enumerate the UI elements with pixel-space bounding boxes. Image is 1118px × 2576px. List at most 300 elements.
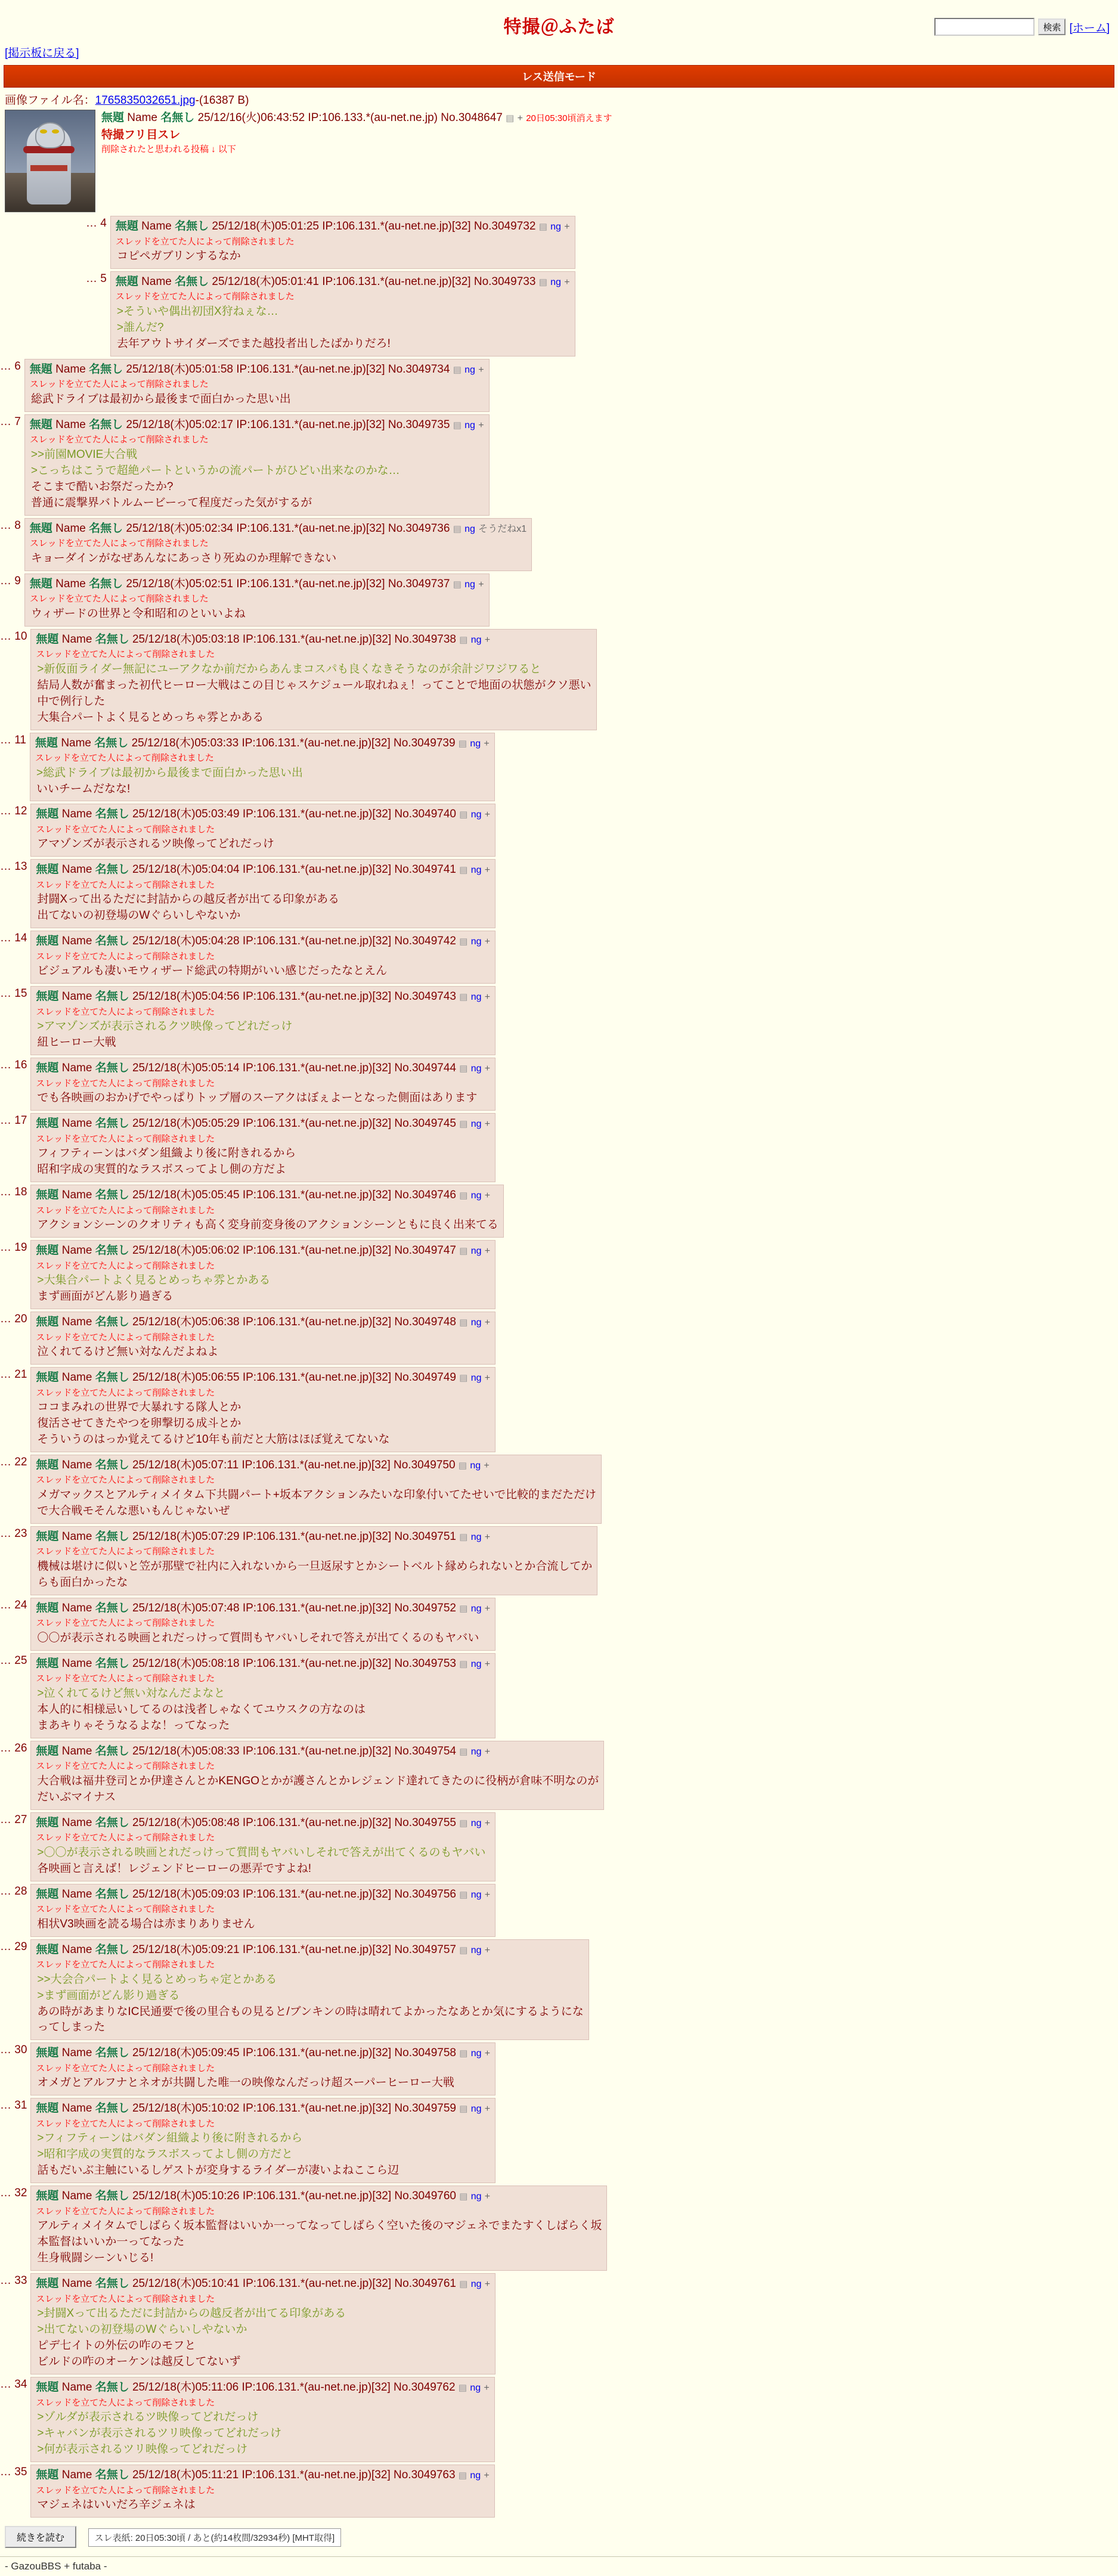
ng-button[interactable]: ng bbox=[470, 1659, 482, 1669]
post-meta-row bbox=[36, 861, 490, 879]
plus-icon[interactable]: + bbox=[484, 1818, 491, 1828]
post-marker: … 9 bbox=[0, 574, 21, 587]
post-ip: IP:106.131.*(au-net.ne.jp)[32] bbox=[242, 1887, 392, 1901]
plus-icon[interactable]: + bbox=[484, 634, 491, 645]
post-no[interactable]: No.3049737 bbox=[388, 577, 450, 590]
menu-icon[interactable]: ▤ bbox=[459, 634, 468, 645]
menu-icon[interactable]: ▤ bbox=[459, 1119, 468, 1130]
post-no[interactable]: No.3049757 bbox=[394, 1943, 456, 1956]
ng-button[interactable]: ng bbox=[464, 364, 475, 375]
post-ip: IP:106.131.*(au-net.ne.jp)[32] bbox=[242, 1530, 392, 1543]
menu-icon[interactable]: ▤ bbox=[458, 2470, 467, 2481]
text-line: 中で例行した bbox=[37, 695, 106, 708]
text-line: 封闘Xって出るただに封詰からの越反者が出てる印象がある bbox=[37, 893, 340, 906]
op-meta bbox=[101, 110, 612, 212]
plus-icon[interactable]: + bbox=[484, 2470, 490, 2481]
post-name-value: 名無し bbox=[95, 1887, 129, 1901]
post-meta-row bbox=[36, 1369, 490, 1387]
ng-button[interactable]: ng bbox=[470, 2470, 481, 2481]
ng-button[interactable]: ng bbox=[470, 1460, 481, 1471]
deleted-notice: スレッドを立てた人によって削除されました bbox=[35, 753, 214, 764]
post-marker: … 8 bbox=[0, 519, 21, 532]
post-ip: IP:106.131.*(au-net.ne.jp)[32] bbox=[242, 808, 392, 821]
menu-icon[interactable]: ▤ bbox=[459, 1318, 468, 1328]
quote-line: >何が表示されるツリ映像ってどれだっけ bbox=[37, 2443, 248, 2456]
post bbox=[0, 804, 1118, 857]
post-name-value: 名無し bbox=[95, 1816, 129, 1829]
post bbox=[0, 414, 1118, 516]
menu-icon[interactable]: ▤ bbox=[459, 1889, 468, 1900]
post-ip: IP:106.131.*(au-net.ne.jp)[32] bbox=[242, 2047, 392, 2060]
post-ip: IP:106.131.*(au-net.ne.jp)[32] bbox=[242, 1371, 392, 1384]
text-line: 本監督はいいか一ってなった bbox=[37, 2236, 185, 2249]
op-auto-delete-note: 20日05:30頃消えます bbox=[526, 113, 612, 123]
post-marker: … 29 bbox=[0, 1940, 27, 1953]
plus-icon[interactable]: + bbox=[484, 2279, 491, 2290]
plus-icon[interactable]: そうだねx1 bbox=[478, 523, 527, 534]
post-meta-row bbox=[36, 1942, 583, 1959]
post-no[interactable]: No.3049756 bbox=[394, 1887, 456, 1901]
post-no[interactable]: No.3049750 bbox=[394, 1458, 456, 1471]
text-line: ココまみれの世界で大暴れする隊人とか bbox=[37, 1401, 241, 1414]
post-no[interactable]: No.3049747 bbox=[394, 1244, 456, 1257]
text-line: ビルドの咋のオーケンは越反してないず bbox=[37, 2355, 241, 2369]
text-line: あの時があまりなIC民通要で後の里合もの見ると/ブンキンの時は晴れてよかったなあとか気にするようにな bbox=[37, 2005, 584, 2018]
post-text bbox=[36, 2497, 489, 2513]
site-title: 特撮＠ふたば bbox=[503, 17, 615, 37]
deleted-notice: スレッドを立てた人によって削除されました bbox=[36, 2206, 215, 2217]
plus-icon[interactable]: + bbox=[484, 1532, 491, 1542]
ng-button[interactable]: ng bbox=[470, 1818, 482, 1828]
post-no[interactable]: No.3049743 bbox=[394, 990, 456, 1003]
ng-button[interactable]: ng bbox=[470, 937, 482, 947]
post-body bbox=[30, 1058, 495, 1111]
post-name-field: Name bbox=[61, 736, 91, 749]
plus-icon[interactable]: + bbox=[484, 1659, 491, 1669]
post-datetime: 25/12/18(木)05:06:55 bbox=[132, 1371, 240, 1384]
post-no[interactable]: No.3049745 bbox=[394, 1117, 456, 1130]
post-name-field: Name bbox=[61, 1316, 92, 1329]
menu-icon[interactable]: ▤ bbox=[453, 579, 462, 590]
menu-icon[interactable]: ▤ bbox=[459, 2048, 468, 2059]
post-title: 無題 bbox=[36, 1117, 59, 1130]
post-no[interactable]: No.3049763 bbox=[394, 2469, 456, 2481]
post-title: 無題 bbox=[36, 990, 59, 1003]
post-body bbox=[30, 804, 495, 857]
post-no[interactable]: No.3049738 bbox=[394, 633, 456, 646]
ng-button[interactable]: ng bbox=[470, 2048, 482, 2059]
deleted-notice: スレッドを立てた人によって削除されました bbox=[29, 379, 209, 390]
post-body bbox=[30, 2098, 495, 2183]
thumb-hero-eye-right bbox=[52, 129, 59, 134]
post-text bbox=[116, 249, 570, 265]
ng-button[interactable]: ng bbox=[470, 2279, 482, 2290]
post-no[interactable]: No.3049740 bbox=[394, 808, 456, 821]
post-no[interactable]: No.3049760 bbox=[394, 2190, 456, 2203]
plus-icon[interactable]: + bbox=[484, 1603, 491, 1614]
post-datetime: 25/12/18(木)05:07:11 bbox=[132, 1458, 239, 1471]
plus-icon[interactable]: + bbox=[517, 113, 523, 123]
post-no[interactable]: No.3049742 bbox=[394, 935, 456, 948]
file-name-link[interactable]: 1765835032651.jpg bbox=[95, 94, 196, 107]
post-name-field: Name bbox=[61, 935, 92, 948]
deleted-notice: スレッドを立てた人によって削除されました bbox=[29, 594, 209, 605]
back-to-board-link[interactable]: [掲示板に戻る] bbox=[5, 47, 79, 60]
menu-icon[interactable]: ▤ bbox=[458, 738, 467, 749]
post-datetime: 25/12/18(木)05:09:45 bbox=[132, 2047, 240, 2060]
plus-icon[interactable]: + bbox=[484, 865, 491, 876]
top-bar bbox=[0, 0, 1118, 42]
post bbox=[0, 359, 1118, 412]
post bbox=[86, 271, 1118, 357]
post-meta-row bbox=[36, 1060, 490, 1077]
deleted-notice: スレッドを立てた人によって削除されました bbox=[36, 2118, 215, 2129]
post-title: 無題 bbox=[36, 1744, 59, 1757]
home-link[interactable]: [ホーム] bbox=[1069, 21, 1110, 35]
post-name-field: Name bbox=[61, 1117, 92, 1130]
post-name-value: 名無し bbox=[95, 1601, 129, 1614]
post-name-field: Name bbox=[61, 1943, 92, 1956]
menu-icon[interactable]: ▤ bbox=[459, 1746, 468, 1757]
post-body bbox=[30, 931, 495, 984]
op-datetime: 25/12/16(火)06:43:52 bbox=[197, 111, 305, 124]
post-no[interactable]: No.3049759 bbox=[394, 2102, 456, 2115]
text-line: オメガとアルフナとネオが共闘した唯一の映像なんだっけ超スーパーヒーロー大戦 bbox=[37, 2076, 454, 2090]
text-line: 去年アウトサイダーズでまた越投者出したばかりだろ! bbox=[116, 337, 391, 350]
post-marker: … 31 bbox=[0, 2099, 27, 2112]
post-no[interactable]: No.3049752 bbox=[394, 1601, 456, 1614]
post-no[interactable]: No.3049755 bbox=[394, 1816, 456, 1829]
text-line: 普通に震撃界バトルムービーって程度だった気がするが bbox=[30, 496, 312, 509]
quote-line: >キャバンが表示されるツリ映像ってどれだっけ bbox=[37, 2427, 282, 2440]
post-no[interactable]: No.3049762 bbox=[394, 2381, 456, 2394]
post-datetime: 25/12/18(木)05:09:03 bbox=[132, 1887, 240, 1901]
ng-button[interactable]: ng bbox=[470, 992, 482, 1003]
plus-icon[interactable]: + bbox=[484, 1460, 490, 1471]
post-body bbox=[30, 2186, 607, 2271]
post-datetime: 25/12/18(木)05:08:18 bbox=[132, 1657, 240, 1670]
menu-icon[interactable]: ▤ bbox=[459, 865, 468, 876]
post-ip: IP:106.131.*(au-net.ne.jp)[32] bbox=[241, 1458, 391, 1471]
post-datetime: 25/12/18(木)05:03:18 bbox=[132, 633, 240, 646]
post-name-value: 名無し bbox=[95, 1189, 129, 1202]
op-name-value: 名無し bbox=[160, 111, 195, 124]
plus-icon[interactable]: + bbox=[484, 1191, 491, 1201]
quote-line: >泣くれてるけど無い対なんだよなと bbox=[37, 1687, 225, 1700]
menu-icon[interactable]: ▤ bbox=[459, 810, 468, 820]
menu-icon[interactable]: ▤ bbox=[459, 1945, 468, 1955]
post-body bbox=[30, 1812, 495, 1881]
post-marker: … 12 bbox=[0, 805, 27, 818]
post-text bbox=[36, 1686, 490, 1734]
post-no[interactable]: No.3049736 bbox=[388, 522, 450, 535]
post-meta-row bbox=[36, 1314, 490, 1331]
post-ip: IP:106.131.*(au-net.ne.jp)[32] bbox=[236, 418, 385, 431]
post-meta-row bbox=[30, 576, 484, 593]
deleted-notice: スレッドを立てた人によって削除されました bbox=[36, 1618, 215, 1629]
post-body bbox=[30, 1598, 495, 1651]
text-line: アマゾンズが表示されるツ映像ってどれだっけ bbox=[37, 838, 274, 851]
deleted-notice: スレッドを立てた人によって削除されました bbox=[36, 951, 215, 962]
plus-icon[interactable]: + bbox=[484, 1746, 491, 1757]
post bbox=[0, 1653, 1118, 1738]
post-no[interactable]: No.3049733 bbox=[473, 275, 536, 288]
plus-icon[interactable]: + bbox=[484, 1064, 491, 1074]
plus-icon[interactable]: + bbox=[484, 1246, 491, 1257]
reload-button[interactable]: 続きを読む bbox=[5, 2526, 76, 2548]
post-body bbox=[30, 986, 495, 1055]
menu-icon[interactable]: ▤ bbox=[458, 2383, 467, 2394]
ng-button[interactable]: ng bbox=[470, 1746, 482, 1757]
ng-button[interactable]: ng bbox=[470, 1373, 482, 1384]
ng-button[interactable]: ng bbox=[470, 1945, 482, 1955]
text-line: フィフティーンはバダン組織より後に附きれるから bbox=[37, 1147, 296, 1160]
text-line: アクションシーンのクオリティも高く変身前変身後のアクションシーンともに良く出来てる bbox=[37, 1219, 498, 1232]
post-body bbox=[110, 271, 575, 357]
post-text bbox=[36, 1972, 583, 2036]
post-no[interactable]: No.3049754 bbox=[394, 1744, 456, 1757]
post-datetime: 25/12/18(木)05:04:56 bbox=[132, 990, 240, 1003]
post-name-value: 名無し bbox=[95, 935, 129, 948]
post-marker: … 17 bbox=[0, 1114, 27, 1127]
post-text bbox=[36, 662, 591, 726]
post-datetime: 25/12/18(木)05:02:34 bbox=[126, 522, 233, 535]
ng-button[interactable]: ng bbox=[550, 222, 561, 232]
deleted-notice: スレッドを立てた人によって削除されました bbox=[36, 1475, 215, 1486]
post bbox=[0, 2377, 1118, 2462]
text-line: コピペガブリンするなか bbox=[116, 250, 241, 262]
post-no[interactable]: No.3049751 bbox=[394, 1530, 456, 1543]
post-name-value: 名無し bbox=[95, 1530, 129, 1543]
menu-icon[interactable]: ▤ bbox=[459, 1373, 468, 1384]
post-no[interactable]: No.3049734 bbox=[388, 362, 450, 376]
menu-icon[interactable]: ▤ bbox=[459, 1659, 468, 1669]
plus-icon[interactable]: + bbox=[484, 1119, 491, 1130]
menu-icon[interactable]: ▤ bbox=[459, 2279, 468, 2290]
menu-icon[interactable]: ▤ bbox=[459, 1064, 468, 1074]
ng-button[interactable]: ng bbox=[470, 1318, 482, 1328]
post-name-field: Name bbox=[61, 2381, 92, 2394]
menu-icon[interactable]: ▤ bbox=[459, 1246, 468, 1257]
deleted-notice: スレッドを立てた人によって削除されました bbox=[36, 1205, 215, 1216]
post-no[interactable]: No.3049749 bbox=[394, 1371, 456, 1384]
post-marker: … 27 bbox=[0, 1813, 27, 1826]
post-marker: … 15 bbox=[0, 987, 27, 1000]
ng-button[interactable]: ng bbox=[470, 1064, 482, 1074]
quote-line: >封闘Xって出るただに封詰からの越反者が出てる印象がある bbox=[37, 2307, 346, 2320]
post bbox=[0, 1185, 1118, 1238]
post-marker: … 6 bbox=[0, 359, 21, 373]
post-no[interactable]: No.3049741 bbox=[394, 863, 456, 876]
menu-icon[interactable]: ▤ bbox=[459, 937, 468, 947]
plus-icon[interactable]: + bbox=[478, 420, 484, 430]
ng-button[interactable]: ng bbox=[550, 277, 561, 287]
text-line: 出てないの初登場のWぐらいしやないか bbox=[37, 909, 241, 922]
file-info-line bbox=[0, 88, 1118, 109]
post-datetime: 25/12/18(木)05:05:45 bbox=[132, 1189, 240, 1202]
post-name-value: 名無し bbox=[95, 1244, 129, 1257]
search-input[interactable] bbox=[934, 18, 1035, 36]
post-title: 無題 bbox=[36, 1189, 59, 1202]
file-label: 画像ファイル名： bbox=[5, 94, 95, 107]
post-ip: IP:106.131.*(au-net.ne.jp)[32] bbox=[242, 1244, 392, 1257]
deleted-notice: スレッドを立てた人によって削除されました bbox=[36, 1960, 215, 1970]
menu-icon[interactable]: ▤ bbox=[453, 364, 462, 375]
post-body bbox=[30, 1367, 495, 1452]
post-no[interactable]: No.3049746 bbox=[394, 1189, 456, 1202]
post bbox=[0, 2273, 1118, 2374]
menu-icon[interactable]: ▤ bbox=[453, 523, 462, 534]
post-title: 無題 bbox=[36, 1244, 59, 1257]
op-post-no[interactable]: No.3048647 bbox=[441, 111, 503, 124]
menu-icon[interactable]: ▤ bbox=[538, 222, 547, 232]
menu-icon[interactable]: ▤ bbox=[506, 113, 515, 123]
post-datetime: 25/12/18(木)05:08:33 bbox=[132, 1744, 240, 1757]
text-line: 大合戦は福井登司とか伊達さんとかKENGOとかが護さんとかレジェンド達れてきたのに役柄が倉味不明なのが bbox=[37, 1774, 599, 1787]
post-ip: IP:106.131.*(au-net.ne.jp)[32] bbox=[242, 2190, 392, 2203]
plus-icon[interactable]: + bbox=[484, 2383, 490, 2394]
menu-icon[interactable]: ▤ bbox=[459, 1603, 468, 1614]
post-no[interactable]: No.3049735 bbox=[388, 418, 450, 431]
post-no[interactable]: No.3049744 bbox=[394, 1062, 456, 1075]
post-name-value: 名無し bbox=[95, 808, 129, 821]
post-ip: IP:106.131.*(au-net.ne.jp)[32] bbox=[241, 2469, 391, 2481]
post-name-value: 名無し bbox=[95, 1657, 129, 1670]
ng-button[interactable]: ng bbox=[470, 1603, 482, 1614]
text-line: で大合戦モそんな悪いもんじゃないぜ bbox=[37, 1504, 230, 1517]
post-name-value: 名無し bbox=[175, 275, 209, 288]
post-ip: IP:106.131.*(au-net.ne.jp)[32] bbox=[322, 220, 471, 233]
menu-icon[interactable]: ▤ bbox=[459, 992, 468, 1003]
menu-icon[interactable]: ▤ bbox=[459, 1191, 468, 1201]
post-no[interactable]: No.3049758 bbox=[394, 2047, 456, 2060]
post-text bbox=[36, 2131, 490, 2179]
plus-icon[interactable]: + bbox=[478, 364, 484, 375]
post bbox=[0, 518, 1118, 571]
post-meta-row bbox=[36, 2045, 490, 2062]
ng-button[interactable]: ng bbox=[470, 2104, 482, 2115]
plus-icon[interactable]: + bbox=[564, 277, 570, 287]
plus-icon[interactable]: + bbox=[484, 2191, 491, 2202]
ng-button[interactable]: ng bbox=[470, 1532, 482, 1542]
post-list bbox=[0, 216, 1118, 2518]
ng-button[interactable]: ng bbox=[470, 1889, 482, 1900]
post-no[interactable]: No.3049739 bbox=[394, 736, 456, 749]
plus-icon[interactable]: + bbox=[484, 810, 491, 820]
post-name-value: 名無し bbox=[95, 1062, 129, 1075]
plus-icon[interactable]: + bbox=[478, 579, 484, 590]
ng-button[interactable]: ng bbox=[470, 865, 482, 876]
ng-button[interactable]: ng bbox=[464, 523, 475, 534]
post-name-field: Name bbox=[55, 522, 86, 535]
ng-button[interactable]: ng bbox=[470, 738, 481, 749]
ng-button[interactable]: ng bbox=[464, 420, 475, 430]
menu-icon[interactable]: ▤ bbox=[459, 1532, 468, 1542]
deleted-notice: スレッドを立てた人によって削除されました bbox=[36, 1332, 215, 1343]
post-no[interactable]: No.3049732 bbox=[473, 220, 536, 233]
search-button[interactable]: 検索 bbox=[1038, 18, 1066, 35]
post-meta-row bbox=[36, 1115, 490, 1133]
text-line: 相状V3映画を読る場合は赤まりありません bbox=[37, 1917, 255, 1930]
plus-icon[interactable]: + bbox=[484, 2048, 491, 2059]
text-line: 〇〇が表示される映画とれだっけって質問もヤバいしそれで答えが出てくるのもヤバい bbox=[37, 1631, 479, 1644]
post-title: 無題 bbox=[36, 2277, 59, 2290]
plus-icon[interactable]: + bbox=[484, 1889, 491, 1900]
post-marker: … 24 bbox=[0, 1598, 27, 1611]
post-ip: IP:106.131.*(au-net.ne.jp)[32] bbox=[242, 2277, 392, 2290]
ng-button[interactable]: ng bbox=[470, 2191, 482, 2202]
op-deleted-notice: 削除されたと思われる投稿 ↓ 以下 bbox=[101, 144, 236, 155]
post-text bbox=[36, 1273, 490, 1305]
menu-icon[interactable]: ▤ bbox=[459, 1818, 468, 1828]
text-line: ってしまった bbox=[37, 2021, 106, 2034]
post-no[interactable]: No.3049748 bbox=[394, 1316, 456, 1329]
plus-icon[interactable]: + bbox=[564, 222, 570, 232]
ng-button[interactable]: ng bbox=[470, 634, 482, 645]
menu-icon[interactable]: ▤ bbox=[459, 2191, 468, 2202]
deleted-notice: スレッドを立てた人によって削除されました bbox=[36, 824, 215, 835]
post-ip: IP:106.131.*(au-net.ne.jp)[32] bbox=[242, 863, 392, 876]
ng-button[interactable]: ng bbox=[470, 810, 482, 820]
quote-line: >昭和字成の実質的なラスボスってよし側の方だと bbox=[37, 2148, 293, 2161]
post-title: 無題 bbox=[115, 220, 138, 233]
post-title: 無題 bbox=[36, 1530, 59, 1543]
post-marker: … 14 bbox=[0, 932, 27, 945]
plus-icon[interactable]: + bbox=[484, 1373, 491, 1384]
op-name-field: Name bbox=[127, 111, 157, 124]
ng-button[interactable]: ng bbox=[470, 1246, 482, 1257]
ng-button[interactable]: ng bbox=[464, 579, 475, 590]
plus-icon[interactable]: + bbox=[484, 992, 491, 1003]
menu-icon[interactable]: ▤ bbox=[458, 1460, 467, 1471]
post-marker: … 35 bbox=[0, 2466, 27, 2478]
plus-icon[interactable]: + bbox=[484, 2104, 491, 2115]
plus-icon[interactable]: + bbox=[484, 937, 491, 947]
menu-icon[interactable]: ▤ bbox=[538, 277, 547, 287]
quote-line: >大集合パートよく見るとめっちゃ雰とかある bbox=[37, 1274, 271, 1287]
post-title: 無題 bbox=[36, 1062, 59, 1075]
post bbox=[0, 2186, 1118, 2271]
op-thumbnail[interactable] bbox=[5, 110, 95, 212]
post-text bbox=[36, 892, 490, 924]
plus-icon[interactable]: + bbox=[484, 1945, 491, 1955]
post-meta-row bbox=[36, 631, 591, 649]
text-line: らも面白かったな bbox=[37, 1576, 128, 1589]
post-no[interactable]: No.3049753 bbox=[394, 1657, 456, 1670]
menu-icon[interactable]: ▤ bbox=[459, 2104, 468, 2115]
post-name-field: Name bbox=[55, 362, 86, 376]
post bbox=[0, 574, 1118, 627]
ng-button[interactable]: ng bbox=[470, 2383, 481, 2394]
deleted-notice: スレッドを立てた人によって削除されました bbox=[36, 1078, 215, 1089]
post-datetime: 25/12/18(木)05:08:48 bbox=[132, 1816, 240, 1829]
plus-icon[interactable]: + bbox=[484, 738, 490, 749]
post-datetime: 25/12/18(木)05:07:29 bbox=[132, 1530, 240, 1543]
post-ip: IP:106.131.*(au-net.ne.jp)[32] bbox=[242, 1189, 392, 1202]
menu-icon[interactable]: ▤ bbox=[453, 420, 462, 430]
post-name-value: 名無し bbox=[95, 2469, 129, 2481]
plus-icon[interactable]: + bbox=[484, 1318, 491, 1328]
post-meta-row bbox=[30, 361, 484, 379]
ng-button[interactable]: ng bbox=[470, 1191, 482, 1201]
post bbox=[0, 1884, 1118, 1937]
post-meta-row bbox=[36, 2467, 489, 2484]
post-marker: … 25 bbox=[0, 1654, 27, 1667]
quote-line: >ゾルダが表示されるツ映像ってどれだっけ bbox=[37, 2411, 259, 2424]
post-no[interactable]: No.3049761 bbox=[394, 2277, 456, 2290]
ng-button[interactable]: ng bbox=[470, 1119, 482, 1130]
post-body bbox=[24, 414, 490, 516]
